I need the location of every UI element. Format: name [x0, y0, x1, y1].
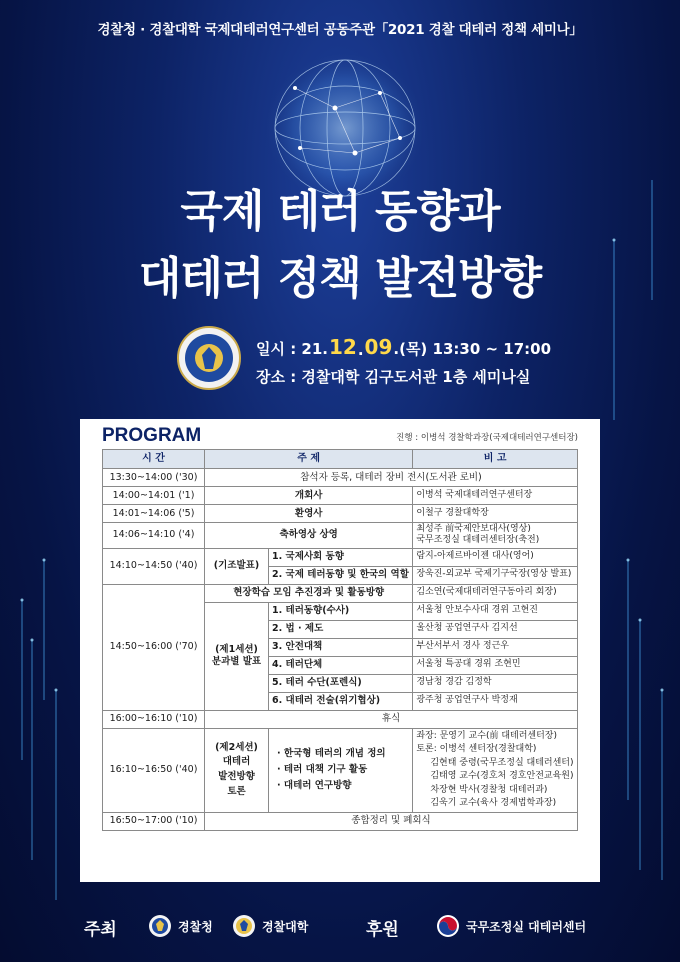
- event-info: [256, 337, 551, 387]
- table-row: [103, 505, 578, 523]
- topic-bullet: · 테러 대책 기구 활동: [277, 763, 368, 775]
- main-title-line2: 대테러 정책 발전방향: [138, 253, 542, 304]
- korea-taegeuk-icon: [436, 914, 460, 938]
- row-topic: 휴식: [205, 710, 578, 728]
- row-time: 14:50~16:00 ('70): [103, 584, 205, 710]
- row-topic: 2. 법 · 제도: [269, 620, 413, 638]
- header-topic: 주 제: [205, 450, 413, 469]
- main-title-line1: 국제 테러 동향과: [180, 186, 500, 237]
- row-note: 경남청 경감 김정학: [413, 674, 578, 692]
- row-topic: 1. 국제사회 동향: [269, 548, 413, 566]
- note-line: 김욱기 교수(육사 경제법학과장): [430, 798, 557, 808]
- host1-name: 경찰청: [178, 919, 213, 934]
- table-row: [103, 812, 578, 830]
- program-title: PROGRAM: [102, 425, 202, 446]
- table-row: [103, 469, 578, 487]
- program-host: 진행 : 이병석 경찰학과장(국제대테러연구센터장): [396, 433, 578, 443]
- group-line: 대테러: [222, 756, 251, 768]
- row-topic: 종합정리 및 폐회식: [205, 812, 578, 830]
- row-time: 16:00~16:10 ('10): [103, 710, 205, 728]
- group-line: 분과별 발표: [211, 656, 262, 667]
- host-label: 주최: [84, 920, 117, 940]
- host-police: [148, 914, 213, 938]
- row-time: 16:10~16:50 ('40): [103, 728, 205, 812]
- police-university-seal-icon: [176, 325, 242, 391]
- program-panel: [80, 419, 600, 882]
- topic-bullet: · 한국형 테러의 개념 정의: [277, 747, 386, 759]
- group-line: 발전방향: [218, 771, 255, 782]
- sponsor1-name: 국무조정실 대테러센터: [466, 919, 587, 934]
- row-topic: 4. 테러단체: [269, 656, 413, 674]
- row-time: 14:10~14:50 ('40): [103, 548, 205, 584]
- table-row: [103, 548, 578, 566]
- organizer-banner: 경찰청 · 경찰대학 국제대테러연구센터 공동주관「2021 경찰 대테러 정책 세미나」: [97, 22, 583, 38]
- date-month: 12: [329, 335, 357, 359]
- row-topic: 환영사: [205, 505, 413, 523]
- note-line: 김태영 교수(경호처 경호안전교육원): [430, 771, 574, 781]
- police-emblem-icon: [148, 914, 172, 938]
- row-time: 14:00~14:01 ('1): [103, 487, 205, 505]
- row-note: 장욱진-외교부 국제기구국장(영상 발표): [413, 566, 578, 584]
- program-table: [102, 449, 578, 831]
- event-place: 장소 : 경찰대학 김구도서관 1층 세미나실: [256, 368, 531, 386]
- row-note: 김소연(국제대테러연구동아리 회장): [413, 584, 578, 602]
- note-line: 토론: 이병석 센터장(경찰대학): [416, 744, 537, 754]
- university-emblem-icon: [232, 914, 256, 938]
- date-day: 09: [364, 335, 393, 359]
- group-line: 토론: [227, 785, 246, 797]
- row-note: 서울청 특공대 경위 조현민: [413, 656, 578, 674]
- note-line: 좌장: 문영기 교수(前 대테러센터장): [416, 730, 557, 741]
- row-topic: 5. 테러 수단(포렌식): [269, 674, 413, 692]
- row-note: 람지-아제르바이젠 대사(영어): [413, 548, 578, 566]
- note-line: 김현태 중령(국무조정실 대테러센터): [430, 757, 574, 768]
- host-university: [232, 914, 308, 938]
- row-topic: 축하영상 상영: [205, 523, 413, 549]
- row-note: 광주청 공업연구사 박정재: [413, 692, 578, 710]
- row-topic: 현장학습 모임 추진경과 및 활동방향: [205, 584, 413, 602]
- note-line: 최성주 前국제안보대사(영상): [416, 524, 531, 534]
- date-separator: .: [357, 341, 364, 359]
- note-line: 국무조정실 대테러센터장(축전): [416, 535, 540, 546]
- row-topic: 6. 대테러 전술(위기협상): [269, 692, 413, 710]
- header-note: 비 고: [413, 450, 578, 469]
- group-line: (제1세션): [215, 644, 258, 656]
- table-row: [103, 487, 578, 505]
- row-note: 이병석 국제대테러연구센터장: [413, 487, 578, 505]
- sponsor-ctc: [436, 914, 586, 938]
- row-time: 16:50~17:00 ('10): [103, 812, 205, 830]
- row-note: 이철구 경찰대학장: [413, 505, 578, 523]
- table-row: [103, 710, 578, 728]
- sponsor-label: 후원: [366, 920, 399, 940]
- note-line: 차장현 박사(경찰청 대테러과): [430, 784, 548, 795]
- row-topic: 참석자 등록, 대테러 장비 전시(도서관 로비): [205, 469, 578, 487]
- table-row: [103, 728, 578, 812]
- row-topic: 2. 국제 테러동향 및 한국의 역할: [269, 566, 413, 584]
- event-date: [256, 337, 551, 359]
- header-time: 시 간: [103, 450, 205, 469]
- row-group: [205, 602, 269, 710]
- row-time: 14:01~14:06 ('5): [103, 505, 205, 523]
- date-rest: .(목) 13:30 ~ 17:00: [393, 340, 552, 358]
- row-note: [413, 523, 578, 549]
- row-topic: 개회사: [205, 487, 413, 505]
- row-time: 14:06~14:10 ('4): [103, 523, 205, 549]
- footer: [0, 905, 680, 945]
- row-topic: 1. 테러동향(수사): [269, 602, 413, 620]
- row-note: 부산서부서 경사 정근우: [413, 638, 578, 656]
- table-header-row: [103, 450, 578, 469]
- host2-name: 경찰대학: [262, 919, 309, 934]
- table-row: [103, 584, 578, 602]
- row-note: 서울청 안보수사대 경위 고현진: [413, 602, 578, 620]
- row-note: 울산청 공업연구사 김지선: [413, 620, 578, 638]
- row-topic: [269, 728, 413, 812]
- topic-bullet: · 대테러 연구방향: [277, 780, 352, 792]
- row-topic: 3. 안전대책: [269, 638, 413, 656]
- group-line: (제2세션): [215, 741, 258, 753]
- row-group: [205, 728, 269, 812]
- row-group: (기조발표): [205, 548, 269, 584]
- row-note: [413, 728, 578, 812]
- table-row: [103, 523, 578, 549]
- date-label: 일시 : 21.: [256, 340, 328, 358]
- row-time: 13:30~14:00 ('30): [103, 469, 205, 487]
